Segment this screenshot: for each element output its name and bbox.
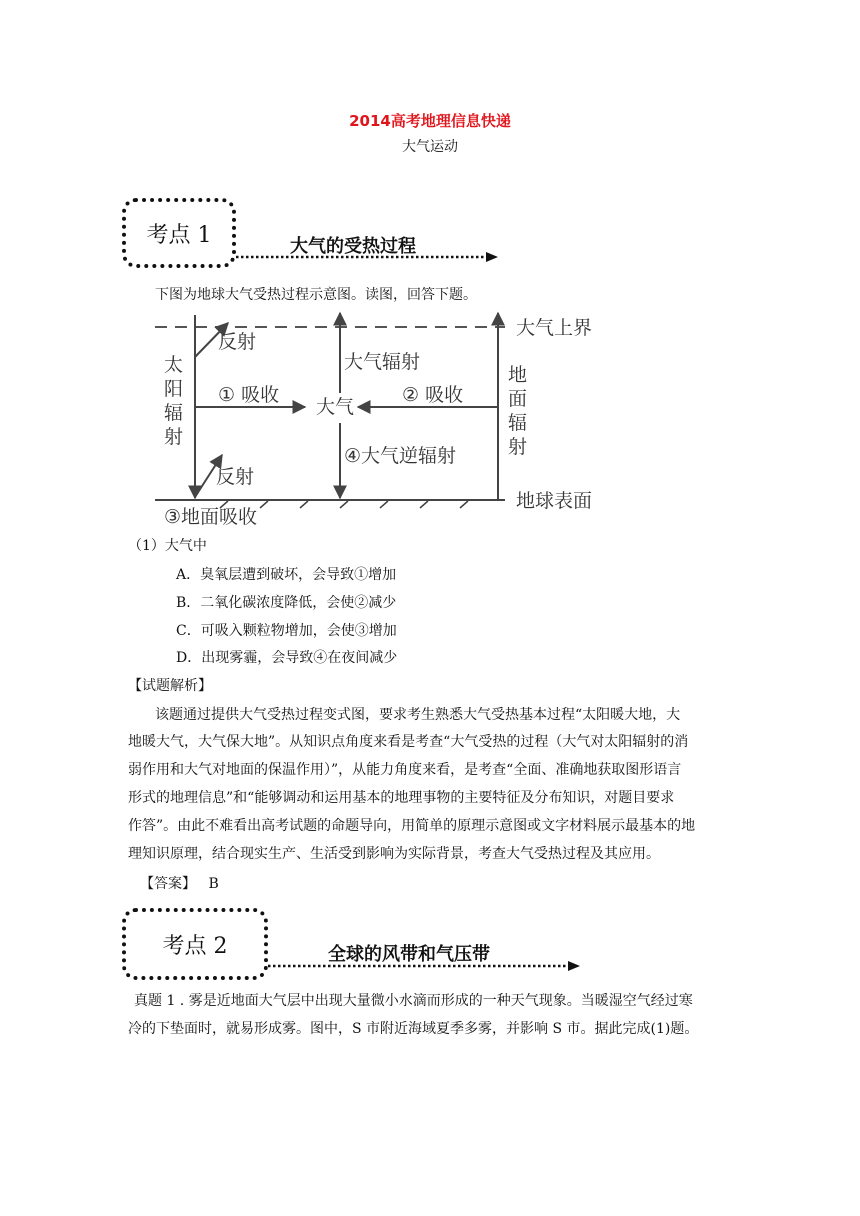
- zhenti-line-2: 冷的下垫面时，就易形成雾。图中，S 市附近海域夏季多雾，并影响 S 市。据此完成(1)题。: [128, 1021, 699, 1037]
- option-a: A．臭氧层遭到破坏，会导致①增加: [176, 567, 397, 583]
- counter-radiation-label: ④大气逆辐射: [344, 445, 457, 467]
- answer-row: [140, 871, 219, 898]
- absorb2-label: ② 吸收: [402, 384, 464, 406]
- topic1-badge: [122, 198, 236, 268]
- analysis-line-2: 地暖大气，大气保大地”。从知识点角度来看是考查“大气受热的过程（大气对太阳辐射的消: [128, 734, 689, 750]
- solar-char-2: 阳: [164, 378, 184, 400]
- absorb1-label: ① 吸收: [218, 384, 280, 406]
- analysis-line-6: 理知识原理，结合现实生产、生活受到影响为实际背景，考查大气受热过程及其应用。: [128, 846, 660, 862]
- topic2-badge: [122, 908, 268, 980]
- analysis-line-5: 作答”。由此不难看出高考试题的命题导向，用简单的原理示意图或文字材料展示最基本的地: [128, 818, 696, 834]
- topic2-badge-label: 考点 2: [162, 933, 228, 959]
- answer-value: B: [208, 876, 219, 892]
- reflect-bottom-label: 反射: [216, 466, 255, 488]
- analysis-line-3: 弱作用和大气对地面的保温作用）”，从能力角度来看，是考查“全面、准确地获取图形语言: [128, 762, 682, 778]
- reflect-top-label: 反射: [218, 331, 257, 353]
- solar-char-3: 辐: [164, 402, 184, 424]
- solar-char-1: 太: [164, 354, 184, 376]
- option-d: D．出现雾霾，会导致④在夜间减少: [176, 650, 398, 666]
- atmosphere-label: 大气: [316, 396, 355, 418]
- solar-char-4: 射: [164, 426, 184, 448]
- atmosphere-radiation-label: 大气辐射: [344, 351, 421, 373]
- ground-char-1: 地: [508, 364, 528, 386]
- ground-char-2: 面: [508, 388, 528, 410]
- surface-label: 地球表面: [516, 490, 593, 512]
- analysis-label: 【试题解析】: [128, 678, 212, 694]
- ground-hatching: [220, 501, 468, 508]
- ground-absorb-label: ③地面吸收: [164, 506, 258, 528]
- option-c: C．可吸入颗粒物增加，会使③增加: [176, 623, 397, 639]
- topic2-heading: 全球的风带和气压带: [328, 944, 490, 965]
- option-b: B．二氧化碳浓度降低，会使②减少: [176, 595, 397, 611]
- intro-text: 下图为地球大气受热过程示意图。读图，回答下题。: [155, 287, 477, 303]
- document-title: 2014高考地理信息快递: [349, 112, 511, 130]
- analysis-line-1: 该题通过提供大气受热过程变式图，要求考生熟悉大气受热基本过程“太阳暖大地，大: [155, 707, 681, 723]
- analysis-line-4: 形式的地理信息”和“能够调动和运用基本的地理事物的主要特征及分布知识，对题目要求: [128, 790, 675, 806]
- top-boundary-label: 大气上界: [516, 317, 593, 339]
- question-stem: （1）大气中: [128, 538, 207, 554]
- topic1-badge-label: 考点 1: [146, 222, 212, 248]
- zhenti-line-1: 真题 1 . 雾是近地面大气层中出现大量微小水滴而形成的一种天气现象。当暖湿空气经过寒: [134, 993, 693, 1009]
- answer-label: 【答案】: [140, 876, 196, 892]
- document-subtitle: 大气运动: [402, 139, 458, 155]
- atmosphere-heating-diagram: [150, 305, 620, 530]
- ground-char-3: 辐: [508, 412, 528, 434]
- ground-char-4: 射: [508, 436, 528, 458]
- topic1-heading: 大气的受热过程: [290, 236, 416, 257]
